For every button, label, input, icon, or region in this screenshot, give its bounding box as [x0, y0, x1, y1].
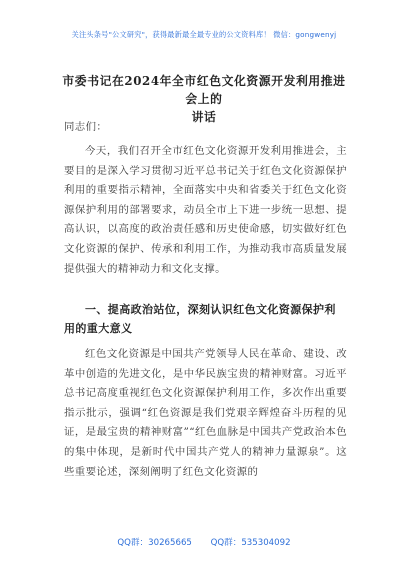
paragraph-section-1: 红色文化资源是中国共产党领导人民在革命、建设、改革中创造的先进文化，是中华民族宝贵的精神财富。习近平总书记高度重视红色文化资源保护利用工作，多次作出重要指示批示，强调“红色资源是我们党艰辛辉煌奋斗历程的见证，是最宝贵的精神财富”“红色血脉是中国共产党政治本色的集中体现，是新时代中国共产党人的精神力量源泉”。这些重要论述，深刻阐明了红色文化资源的: [64, 348, 347, 478]
footer-contacts: [0, 536, 408, 548]
title-line-1: 市委书记在2024年全市红色文化资源开发利用推进会上的: [62, 74, 346, 106]
paragraph-intro: 今天，我们召开全市红色文化资源开发利用推进会，主要目的是深入学习贯彻习近平总书记关于红色文化资源保护利用的重要指示精神，全面落实中央和省委关于红色文化资源保护利用的部署要求，动员全市上下进一步统一思想、提高认识，以高度的政治责任感和历史使命感，切实做好红色文化资源的保护、传承和利用工作，为推动我市高质量发展提供强大的精神动力和文化支撑。: [64, 145, 347, 275]
salutation: 同志们：: [64, 121, 108, 133]
title-line-2: 讲话: [191, 110, 217, 124]
section-heading-1: 一、提高政治站位，深刻认识红色文化资源保护利用的重大意义: [64, 303, 336, 335]
footer-qq-group-2: QQ群：535304092: [210, 538, 291, 548]
promo-header: 关注头条号"公文研究"，获得最新最全最专业的公文资料库！ 微信：gongwenyj: [71, 30, 337, 39]
footer-qq-group-1: QQ群：30265665: [117, 538, 192, 548]
